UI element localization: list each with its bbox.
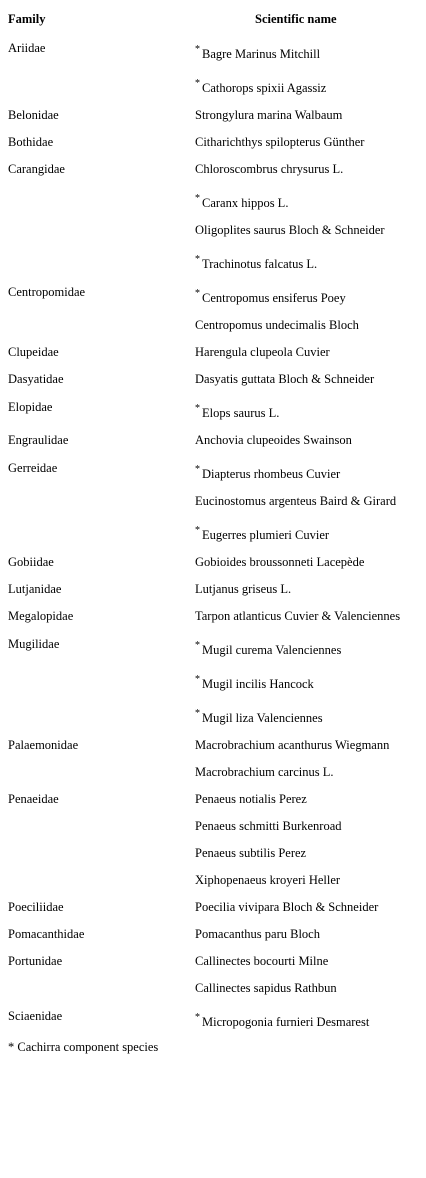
- family-cell: [0, 395, 195, 429]
- family-name: Elopidae: [8, 400, 53, 414]
- family-column-header: Family: [8, 12, 46, 26]
- species-table-body: [0, 36, 426, 1038]
- scientific-name-text: [195, 517, 426, 543]
- family-name: Carangidae: [8, 162, 65, 176]
- species-name: Callinectes sapidus Rathbun: [195, 981, 337, 995]
- scientific-name-column-header: Scientific name: [255, 12, 337, 26]
- scientific-name-text: [195, 104, 426, 123]
- table-row: [0, 314, 426, 341]
- scientific-name-text: [195, 429, 426, 448]
- scientific-name-cell: [195, 815, 426, 842]
- table-row: [0, 923, 426, 950]
- species-name: Eugerres plumieri Cuvier: [202, 528, 330, 542]
- scientific-name-cell: [195, 551, 426, 578]
- scientific-name-cell: [195, 923, 426, 950]
- scientific-name-text: [195, 280, 426, 306]
- family-name: [8, 869, 195, 873]
- species-name: Cathorops spixii Agassiz: [202, 81, 327, 95]
- species-name: Caranx hippos L.: [202, 196, 289, 210]
- family-cell: [0, 158, 195, 185]
- scientific-name-text: [195, 632, 426, 658]
- scientific-name-text: [195, 131, 426, 150]
- scientific-name-text: [195, 578, 426, 597]
- cachirra-asterisk-marker: *: [195, 254, 200, 265]
- family-name: [8, 517, 195, 522]
- table-row: [0, 36, 426, 70]
- scientific-name-text: [195, 158, 426, 177]
- scientific-name-cell: [195, 842, 426, 869]
- family-name: Gobiidae: [8, 555, 54, 569]
- scientific-name-text: [195, 219, 426, 238]
- family-name: Engraulidae: [8, 433, 69, 447]
- scientific-name-cell: [195, 341, 426, 368]
- family-name: Clupeidae: [8, 345, 59, 359]
- table-row: [0, 869, 426, 896]
- table-row: [0, 456, 426, 490]
- species-name: Xiphopenaeus kroyeri Heller: [195, 873, 341, 887]
- table-row: [0, 700, 426, 734]
- family-name: Dasyatidae: [8, 372, 64, 386]
- species-name: Pomacanthus paru Bloch: [195, 927, 320, 941]
- scientific-name-text: [195, 815, 426, 834]
- family-cell: [0, 605, 195, 632]
- table-row: [0, 551, 426, 578]
- species-name: Oligoplites saurus Bloch & Schneider: [195, 223, 385, 237]
- family-cell: [0, 246, 195, 280]
- species-name: Bagre Marinus Mitchill: [202, 47, 321, 61]
- scientific-name-text: [195, 977, 426, 996]
- species-name: Penaeus notialis Perez: [195, 792, 307, 806]
- family-name: Megalopidae: [8, 609, 74, 623]
- family-name: [8, 314, 195, 318]
- scientific-name-cell: [195, 368, 426, 395]
- family-name: Belonidae: [8, 108, 59, 122]
- scientific-name-cell: [195, 219, 426, 246]
- species-name: Eucinostomus argenteus Baird & Girard: [195, 494, 397, 508]
- scientific-name-cell: [195, 950, 426, 977]
- family-name: [8, 700, 195, 705]
- table-row: [0, 605, 426, 632]
- family-name: [8, 219, 195, 223]
- family-cell: [0, 950, 195, 977]
- species-name: Anchovia clupeoides Swainson: [195, 433, 352, 447]
- scientific-name-cell: [195, 104, 426, 131]
- scientific-name-text: [195, 490, 426, 509]
- scientific-name-cell: [195, 246, 426, 280]
- scientific-name-text: [195, 700, 426, 726]
- cachirra-asterisk-marker: *: [195, 525, 200, 536]
- family-cell: [0, 341, 195, 368]
- family-cell: [0, 896, 195, 923]
- scientific-name-text: [195, 950, 426, 969]
- species-name: Poecilia vivipara Bloch & Schneider: [195, 900, 379, 914]
- family-cell: [0, 1004, 195, 1038]
- scientific-name-cell: [195, 1004, 426, 1038]
- family-name: Pomacanthidae: [8, 927, 85, 941]
- table-row: [0, 977, 426, 1004]
- family-name: Penaeidae: [8, 792, 59, 806]
- family-cell: [0, 788, 195, 815]
- family-name: Sciaenidae: [8, 1009, 63, 1023]
- table-row: [0, 490, 426, 517]
- scientific-name-cell: [195, 578, 426, 605]
- scientific-name-cell: [195, 666, 426, 700]
- family-name: [8, 490, 195, 494]
- family-cell: [0, 578, 195, 605]
- cachirra-asterisk-marker: *: [195, 708, 200, 719]
- table-row: [0, 1004, 426, 1038]
- species-name: Tarpon atlanticus Cuvier & Valenciennes: [195, 609, 401, 623]
- table-row: [0, 842, 426, 869]
- scientific-name-cell: [195, 314, 426, 341]
- scientific-name-cell: [195, 788, 426, 815]
- family-cell: [0, 551, 195, 578]
- species-name: Citharichthys spilopterus Günther: [195, 135, 365, 149]
- scientific-name-cell: [195, 977, 426, 1004]
- species-name: Penaeus subtilis Perez: [195, 846, 307, 860]
- family-cell: [0, 734, 195, 761]
- family-name: Mugilidae: [8, 637, 60, 651]
- table-row: [0, 788, 426, 815]
- scientific-name-text: [195, 185, 426, 211]
- species-name: Gobioides broussonneti Lacepède: [195, 555, 365, 569]
- species-name: Centropomus ensiferus Poey: [202, 291, 346, 305]
- scientific-name-cell: [195, 517, 426, 551]
- family-name: Centropomidae: [8, 285, 86, 299]
- cachirra-asterisk-marker: *: [195, 674, 200, 685]
- scientific-name-cell: [195, 395, 426, 429]
- scientific-name-text: [195, 456, 426, 482]
- table-row: [0, 246, 426, 280]
- family-cell: [0, 815, 195, 842]
- family-cell: [0, 869, 195, 896]
- cachirra-asterisk-marker: *: [195, 464, 200, 475]
- family-name: Ariidae: [8, 41, 46, 55]
- scientific-name-cell: [195, 632, 426, 666]
- table-row: [0, 761, 426, 788]
- table-row: [0, 950, 426, 977]
- species-name: Chloroscombrus chrysurus L.: [195, 162, 344, 176]
- species-name: Harengula clupeola Cuvier: [195, 345, 330, 359]
- table-row: [0, 158, 426, 185]
- family-name: [8, 185, 195, 190]
- scientific-name-cell: [195, 185, 426, 219]
- family-cell: [0, 219, 195, 246]
- scientific-name-cell: [195, 869, 426, 896]
- scientific-name-cell: [195, 456, 426, 490]
- scientific-name-text: [195, 923, 426, 942]
- table-row: [0, 185, 426, 219]
- cachirra-asterisk-marker: *: [195, 288, 200, 299]
- scientific-name-text: [195, 36, 426, 62]
- family-cell: [0, 280, 195, 314]
- family-cell: [0, 923, 195, 950]
- family-name: Poeciliidae: [8, 900, 64, 914]
- family-name: Lutjanidae: [8, 582, 62, 596]
- scientific-name-cell: [195, 605, 426, 632]
- family-cell: [0, 666, 195, 700]
- scientific-name-text: [195, 605, 426, 624]
- table-row: [0, 341, 426, 368]
- scientific-name-text: [195, 1004, 426, 1030]
- species-name: Macrobrachium carcinus L.: [195, 765, 334, 779]
- family-name: [8, 977, 195, 981]
- table-row: [0, 896, 426, 923]
- cachirra-asterisk-marker: *: [195, 403, 200, 414]
- scientific-name-text: [195, 246, 426, 272]
- family-cell: [0, 314, 195, 341]
- family-name: [8, 70, 195, 75]
- scientific-name-cell: [195, 429, 426, 456]
- species-name: Centropomus undecimalis Bloch: [195, 318, 359, 332]
- scientific-name-cell: [195, 280, 426, 314]
- scientific-name-cell: [195, 158, 426, 185]
- family-cell: [0, 700, 195, 734]
- scientific-name-cell: [195, 36, 426, 70]
- scientific-name-cell: [195, 700, 426, 734]
- family-cell: [0, 70, 195, 104]
- scientific-name-cell: [195, 490, 426, 517]
- scientific-name-cell: [195, 131, 426, 158]
- scientific-name-text: [195, 788, 426, 807]
- cachirra-asterisk-marker: *: [195, 44, 200, 55]
- species-name: Diapterus rhombeus Cuvier: [202, 467, 341, 481]
- scientific-name-cell: [195, 70, 426, 104]
- table-row: [0, 70, 426, 104]
- family-name: Gerreidae: [8, 461, 58, 475]
- family-cell: [0, 761, 195, 788]
- family-cell: [0, 368, 195, 395]
- table-row: [0, 815, 426, 842]
- family-name: [8, 815, 195, 819]
- family-cell: [0, 490, 195, 517]
- cachirra-asterisk-marker: *: [195, 1012, 200, 1023]
- species-name: Mugil incilis Hancock: [202, 677, 314, 691]
- table-row: [0, 734, 426, 761]
- table-row: [0, 131, 426, 158]
- species-table: [0, 36, 426, 1038]
- family-name: [8, 761, 195, 765]
- scientific-name-text: [195, 869, 426, 888]
- family-name: Bothidae: [8, 135, 54, 149]
- family-cell: [0, 131, 195, 158]
- family-name: Portunidae: [8, 954, 63, 968]
- scientific-name-text: [195, 896, 426, 915]
- table-row: [0, 429, 426, 456]
- species-name: Macrobrachium acanthurus Wiegmann: [195, 738, 390, 752]
- family-cell: [0, 632, 195, 666]
- table-row: [0, 280, 426, 314]
- scientific-name-text: [195, 395, 426, 421]
- scientific-name-text: [195, 551, 426, 570]
- table-row: [0, 219, 426, 246]
- species-name: Elops saurus L.: [202, 406, 280, 420]
- table-header: [0, 12, 426, 28]
- family-name: Palaemonidae: [8, 738, 79, 752]
- family-cell: [0, 185, 195, 219]
- species-name: Penaeus schmitti Burkenroad: [195, 819, 342, 833]
- species-name: Trachinotus falcatus L.: [202, 257, 318, 271]
- family-cell: [0, 456, 195, 490]
- table-row: [0, 517, 426, 551]
- species-name: Callinectes bocourti Milne: [195, 954, 329, 968]
- family-cell: [0, 977, 195, 1004]
- table-row: [0, 104, 426, 131]
- footnote: * Cachirra component species: [8, 1040, 159, 1054]
- species-name: Strongylura marina Walbaum: [195, 108, 343, 122]
- table-row: [0, 666, 426, 700]
- family-cell: [0, 429, 195, 456]
- species-name: Lutjanus griseus L.: [195, 582, 292, 596]
- family-cell: [0, 104, 195, 131]
- scientific-name-text: [195, 666, 426, 692]
- scientific-name-text: [195, 368, 426, 387]
- species-name: Mugil curema Valenciennes: [202, 643, 342, 657]
- cachirra-asterisk-marker: *: [195, 78, 200, 89]
- cachirra-asterisk-marker: *: [195, 193, 200, 204]
- family-cell: [0, 36, 195, 70]
- family-cell: [0, 517, 195, 551]
- scientific-name-cell: [195, 896, 426, 923]
- scientific-name-text: [195, 734, 426, 753]
- cachirra-asterisk-marker: *: [195, 640, 200, 651]
- table-row: [0, 368, 426, 395]
- species-name: Micropogonia furnieri Desmarest: [202, 1015, 370, 1029]
- scientific-name-text: [195, 341, 426, 360]
- scientific-name-text: [195, 314, 426, 333]
- scientific-name-cell: [195, 734, 426, 761]
- family-name: [8, 666, 195, 671]
- scientific-name-text: [195, 761, 426, 780]
- family-name: [8, 246, 195, 251]
- table-row: [0, 578, 426, 605]
- species-name: Mugil liza Valenciennes: [202, 711, 323, 725]
- scientific-name-cell: [195, 761, 426, 788]
- scientific-name-text: [195, 842, 426, 861]
- table-row: [0, 395, 426, 429]
- scientific-name-text: [195, 70, 426, 96]
- table-row: [0, 632, 426, 666]
- family-cell: [0, 842, 195, 869]
- family-name: [8, 842, 195, 846]
- species-name: Dasyatis guttata Bloch & Schneider: [195, 372, 375, 386]
